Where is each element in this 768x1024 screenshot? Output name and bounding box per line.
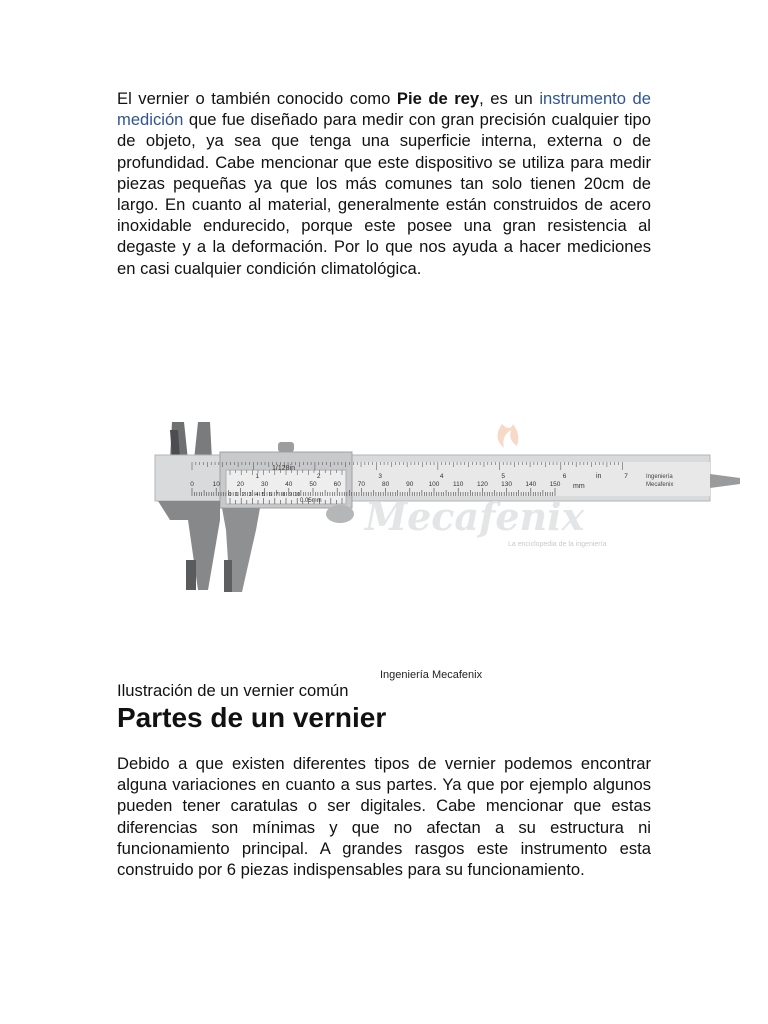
lower-sliding-jaw-edge (224, 560, 232, 592)
vernier-inch-text: 1/128in (272, 465, 295, 472)
intro-text-3: que fue diseñado para medir con gran precisión cualquier tipo de objeto, ya sea que tenga una superficie interna, externa o de profundidad. Cabe mencionar que este dispositivo se utiliza para medir piezas pequeñas ya que los más comunes tan solo tienen 20cm de largo. En cuanto al material, generalmente están construidos de acero inoxidable endurecido, porque este posee una gran resistencia al degaste y a la deformación. Por lo que nos ayuda a hacer mediciones en casi cualquier condición climatológica. (117, 110, 651, 278)
locking-screw (278, 442, 294, 452)
vernier-scale-label: 0 (228, 492, 232, 498)
brand-line-2: Mecafenix (646, 482, 674, 488)
vernier-scale-label: 10 (294, 492, 301, 498)
main-scale-label: 0 (190, 481, 194, 488)
inch-scale-label: 2 (316, 473, 321, 480)
unit-mm-label: mm (573, 483, 585, 490)
main-scale-label: 20 (236, 481, 245, 488)
vernier-scale-label: 6 (268, 492, 272, 498)
intro-text-1: El vernier o también conocido como (117, 89, 397, 108)
main-scale-label: 60 (333, 481, 341, 488)
lower-fixed-jaw-edge (186, 560, 196, 590)
main-scale-label: 140 (525, 481, 537, 488)
vernier-mm-text: 0.05mm (300, 498, 322, 504)
inch-scale-label: 4 (439, 473, 444, 480)
intro-text-2: , es un (479, 89, 540, 108)
vernier-scale-label: 9 (288, 492, 293, 498)
inch-scale-label: 3 (378, 473, 383, 480)
thumb-wheel (326, 505, 354, 523)
intro-bold-term: Pie de rey (396, 89, 480, 108)
section-heading: Partes de un vernier (117, 702, 387, 733)
inch-scale-label: 5 (501, 473, 505, 480)
unit-in-label: in (596, 473, 602, 480)
inch-scale-label: 7 (624, 473, 628, 480)
brand-line-1: Ingeniería (646, 474, 673, 480)
main-scale-label: 130 (501, 481, 513, 488)
flame-logo (497, 424, 518, 448)
vernier-scale-label: 8 (282, 492, 286, 498)
body-paragraph: Debido a que existen diferentes tipos de vernier podemos encontrar alguna variaciones en cuanto a sus partes. Ya que por ejemplo algunos pueden tener caratulas o ser digitales. Cabe mencionar que estas diferencias son mínimas y que no afectan a su estructura ni funcionamiento principal. A grandes rasgos este instrumento esta construido por 6 piezas indispensables para su funcionamiento. (117, 754, 651, 880)
main-scale-label: 70 (357, 481, 366, 488)
main-scale-label: 100 (428, 481, 440, 488)
main-scale-label: 50 (309, 481, 317, 488)
vernier-scale-label: 7 (275, 492, 279, 498)
watermark-text: Mecafenix (365, 494, 585, 539)
watermark-subtitle: La enciclopedia de la ingeniería (508, 541, 607, 548)
main-scale-label: 80 (381, 481, 390, 488)
instrument-link[interactable]: instrumento de medición (117, 89, 651, 130)
main-scale-label: 120 (476, 481, 488, 488)
main-scale-label: 90 (406, 481, 414, 488)
depth-rod (710, 474, 740, 488)
figure-credit: Ingeniería Mecafenix (380, 669, 483, 681)
main-scale-label: 30 (260, 481, 269, 488)
main-scale-label: 110 (453, 481, 464, 488)
vernier-scale-label: 5 (262, 492, 266, 498)
vernier-scale-label: 4 (255, 492, 259, 498)
main-scale-label: 40 (285, 481, 293, 488)
vernier-scale-label: 1 (235, 492, 239, 498)
main-scale-label: 10 (212, 481, 220, 488)
vernier-illustration (150, 410, 745, 685)
inch-scale-label: 1 (255, 473, 260, 480)
upper-sliding-jaw (194, 422, 212, 460)
inch-scale-label: 6 (562, 473, 567, 480)
main-scale-label: 150 (549, 481, 561, 488)
figure-caption: Ilustración de un vernier común (117, 681, 349, 700)
vernier-scale-label: 2 (241, 492, 245, 498)
vernier-scale-label: 3 (248, 492, 252, 498)
intro-paragraph (117, 88, 651, 279)
